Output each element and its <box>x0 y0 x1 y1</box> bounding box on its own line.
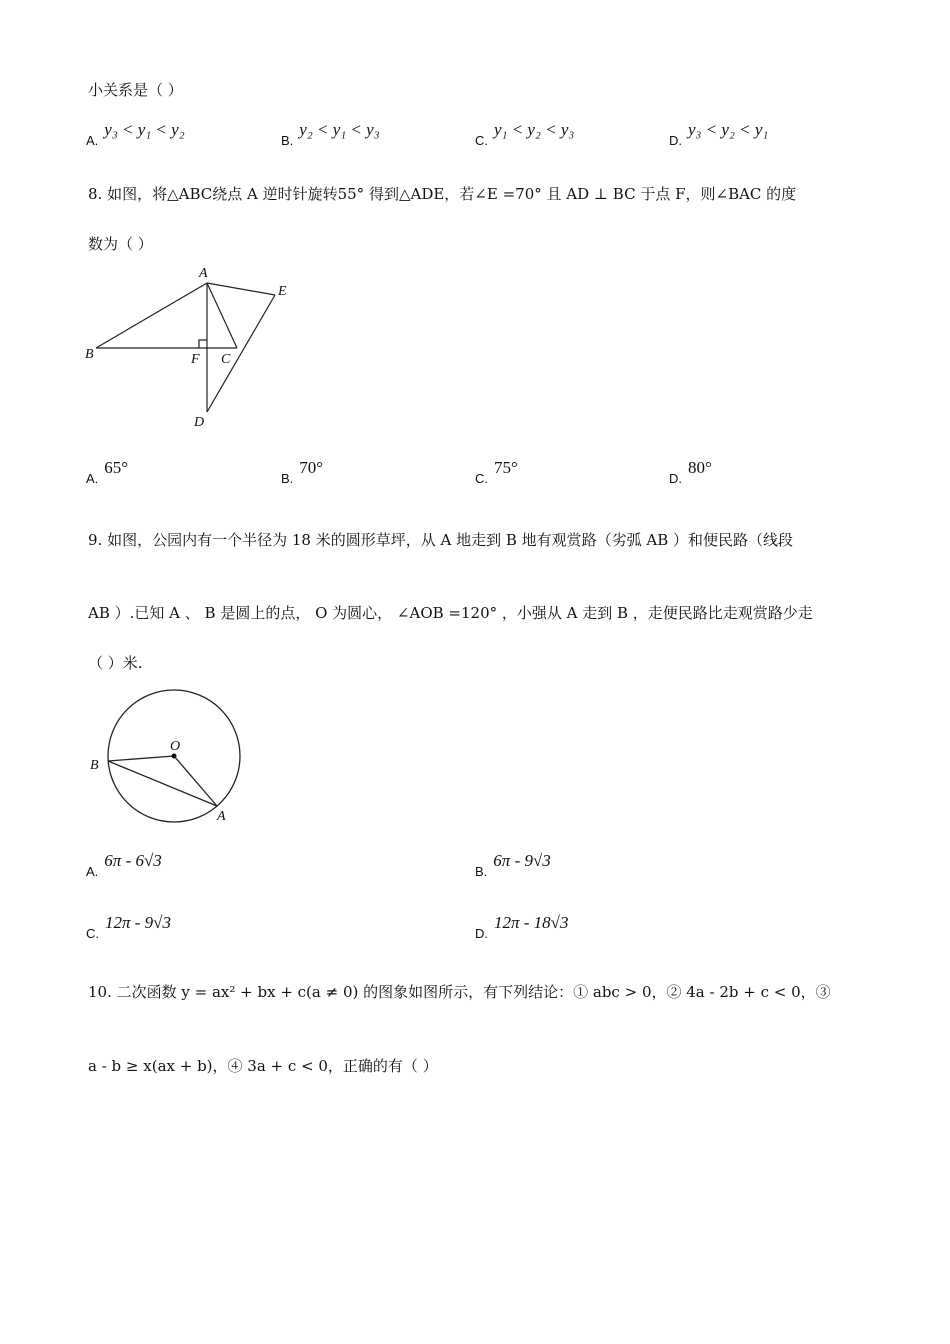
option-value: y₁ < y₂ < y₃ <box>494 120 575 139</box>
segment-AB <box>96 283 207 348</box>
option-value: 70° <box>299 458 324 477</box>
q9-option-b[interactable] <box>475 851 551 882</box>
option-label: D. <box>669 471 682 486</box>
option-label: C. <box>475 471 488 486</box>
label-A: A <box>217 809 226 824</box>
label-F: F <box>191 352 200 367</box>
option-label: C. <box>86 926 99 941</box>
q8-option-b[interactable] <box>281 458 324 489</box>
option-label: B. <box>281 471 294 486</box>
label-B: B <box>85 347 94 362</box>
q8-option-a[interactable] <box>86 458 129 489</box>
center-point <box>172 754 177 759</box>
segment-ED <box>207 295 275 412</box>
option-value: 65° <box>104 458 129 477</box>
label-E: E <box>278 284 287 299</box>
q10-line2: a - b ≥ x(ax + b)，④ 3a + c < 0，正确的有（ ） <box>88 1057 438 1075</box>
q9-option-a[interactable] <box>86 851 162 882</box>
q8-line2: 数为（ ） <box>88 235 153 253</box>
segment-AC <box>207 283 237 348</box>
q7-option-b[interactable] <box>281 120 380 151</box>
q8-option-c[interactable] <box>475 458 518 489</box>
option-label: B. <box>475 864 488 879</box>
q8-figure <box>80 262 310 434</box>
segment-OB <box>108 756 174 761</box>
option-label: D. <box>669 133 682 148</box>
option-value: 12π - 18√3 <box>494 913 569 932</box>
option-value: 12π - 9√3 <box>105 913 172 932</box>
label-C: C <box>221 352 231 367</box>
q7-option-d[interactable] <box>669 120 769 151</box>
label-D: D <box>194 415 205 430</box>
q7-option-c[interactable] <box>475 120 575 151</box>
q8-line1: 8. 如图，将△ABC绕点 A 逆时针旋转55° 得到△ADE，若∠E =70° 且 AD ⊥ BC 于点 F，则∠BAC 的度 <box>88 185 797 203</box>
q8-option-d[interactable] <box>669 458 712 489</box>
option-value: y₃ < y₂ < y₁ <box>688 120 769 139</box>
option-value: 6π - 6√3 <box>104 851 162 870</box>
q7-tail-text: 小关系是（ ） <box>88 81 183 99</box>
label-O: O <box>170 739 181 754</box>
segment-OA <box>174 756 217 806</box>
q10-line1: 10. 二次函数 y = ax² + bx + c(a ≠ 0) 的图象如图所示，有下列结论：① abc > 0，② 4a - 2b + c < 0，③ <box>88 983 831 1001</box>
option-label: A. <box>86 864 99 879</box>
q9-line2: AB ）.已知 A 、 B 是圆上的点， O 为圆心， ∠AOB =120° ，小强从 A 走到 B ，走便民路比走观赏路少走 <box>88 604 813 622</box>
q9-figure <box>86 684 246 826</box>
right-angle-mark <box>199 340 207 348</box>
q9-line1: 9. 如图，公园内有一个半径为 18 米的圆形草坪，从 A 地走到 B 地有观赏路（劣弧 AB ）和便民路（线段 <box>88 531 794 549</box>
option-value: 80° <box>688 458 712 477</box>
q7-option-a[interactable] <box>86 120 185 151</box>
segment-AE <box>207 283 275 295</box>
q9-option-c[interactable] <box>86 913 172 944</box>
label-A: A <box>199 266 208 281</box>
option-label: C. <box>475 133 488 148</box>
option-label: A. <box>86 133 99 148</box>
option-value: y₂ < y₁ < y₃ <box>299 120 380 139</box>
option-label: B. <box>281 133 294 148</box>
option-value: 6π - 9√3 <box>493 851 551 870</box>
q9-line3: （ ）米. <box>88 654 143 672</box>
q9-option-d[interactable] <box>475 913 569 944</box>
option-value: y₃ < y₁ < y₂ <box>104 120 185 139</box>
label-B: B <box>90 758 99 773</box>
option-label: D. <box>475 926 488 941</box>
option-label: A. <box>86 471 99 486</box>
option-value: 75° <box>494 458 518 477</box>
